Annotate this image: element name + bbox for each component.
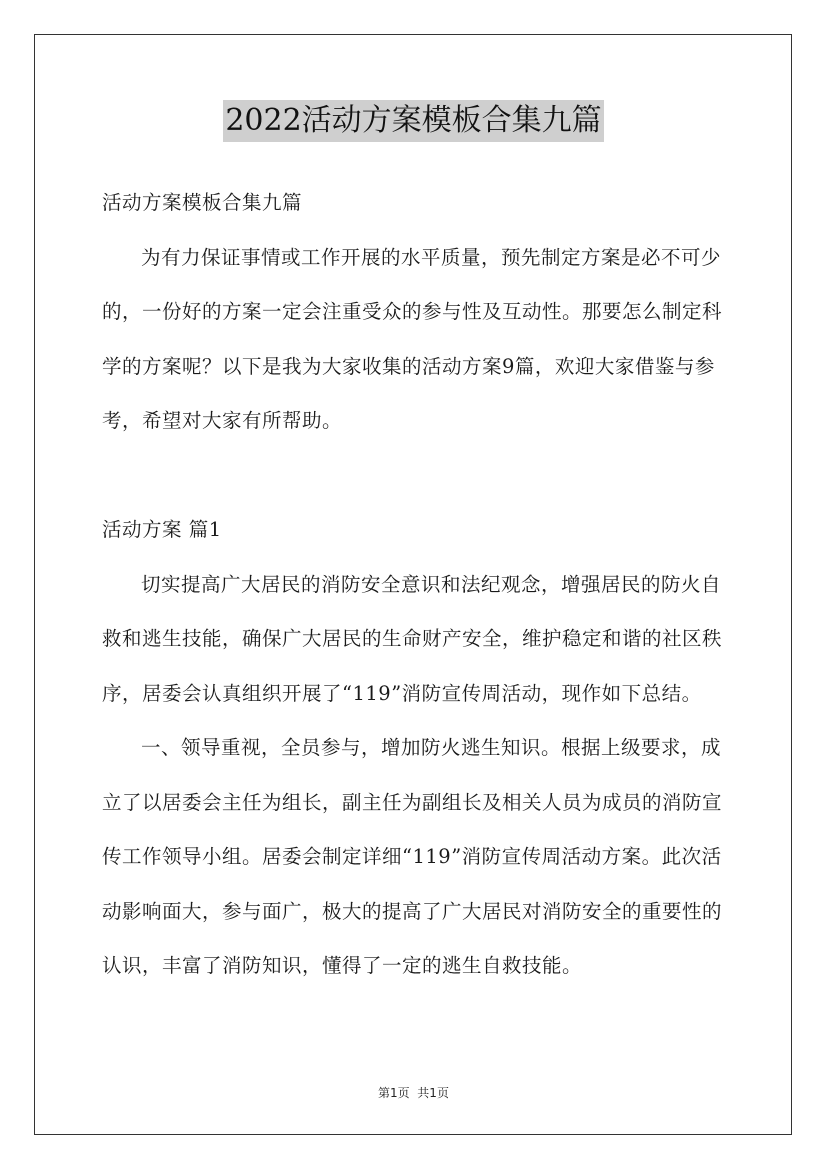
section-1-heading: 活动方案 篇1 <box>102 518 222 541</box>
title-container <box>0 100 827 142</box>
section-1-paragraph-2: 一、领导重视，全员参与，增加防火逃生知识。根据上级要求，成立了以居委会主任为组长，副主任为副组长及相关人员为成员的消防宣传工作领导小组。居委会制定详细“119”消防宣传周活动方案。此次活动影响面大，参与面广，极大的提高了广大居民对消防安全的重要性的认识，丰富了消防知识，懂得了一定的逃生自救技能。 <box>102 736 723 977</box>
document-body <box>102 176 728 994</box>
intro-paragraph: 为有力保证事情或工作开展的水平质量，预先制定方案是必不可少的，一份好的方案一定会注重受众的参与性及互动性。那要怎么制定科学的方案呢？以下是我为大家收集的活动方案9篇，欢迎大家借鉴与参考，希望对大家有所帮助。 <box>102 245 723 432</box>
paragraph-spacer <box>102 449 728 504</box>
page-footer: 第1页 共1页 <box>378 1086 449 1100</box>
section-1-paragraph-1: 切实提高广大居民的消防安全意识和法纪观念，增强居民的防火自救和逃生技能，确保广大居民的生命财产安全，维护稳定和谐的社区秩序，居委会认真组织开展了“119”消防宣传周活动，现作如下总结。 <box>102 572 723 705</box>
intro-heading: 活动方案模板合集九篇 <box>102 191 303 214</box>
document-title: 2022活动方案模板合集九篇 <box>223 100 603 142</box>
